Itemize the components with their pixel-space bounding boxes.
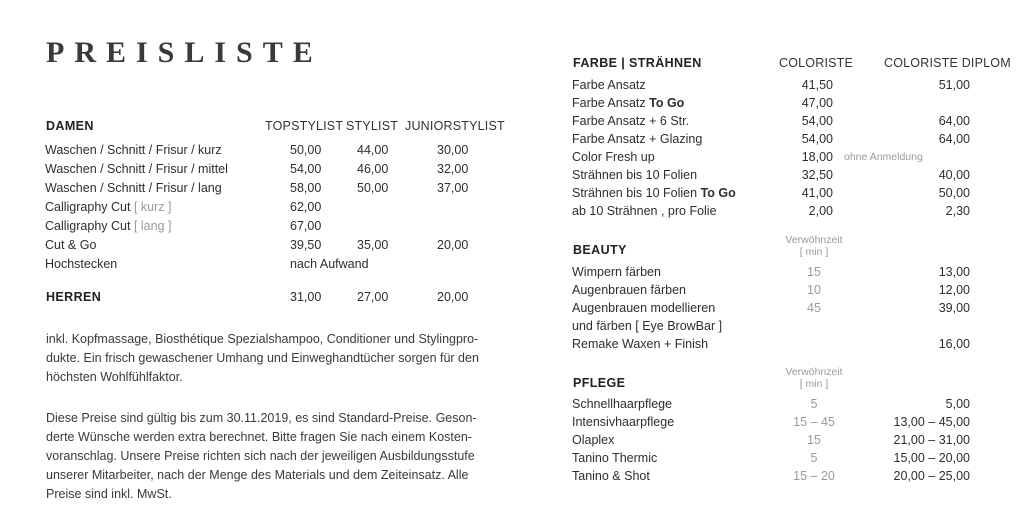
table-cell-price: nach Aufwand [290, 257, 369, 271]
table-row-label [572, 186, 736, 200]
section-header-herren: HERREN [46, 290, 102, 304]
table-cell-time: 15 [807, 433, 821, 447]
table-cell-time: 15 [807, 265, 821, 279]
row-label: Waschen / Schnitt / Frisur / kurz [45, 143, 222, 157]
col-header-coloriste-diplom: COLORISTE DIPLOM [884, 56, 1011, 70]
section-header-damen: DAMEN [46, 119, 94, 133]
table-row-label [572, 114, 689, 128]
row-label: Farbe Ansatz [572, 78, 646, 92]
table-cell-price: 50,00 [290, 143, 322, 157]
table-row-label: Schnellhaarpflege [572, 397, 673, 411]
table-cell-price: 67,00 [290, 219, 322, 233]
table-row-label: Augenbrauen modellieren [572, 301, 716, 315]
table-cell-price: 32,00 [437, 162, 469, 176]
row-label: Waschen / Schnitt / Frisur / mittel [45, 162, 228, 176]
row-label: Cut & Go [45, 238, 97, 252]
table-row-label: Tanino & Shot [572, 469, 650, 483]
table-cell-price-coloriste: 2,00 [808, 204, 833, 218]
table-cell-price: 46,00 [357, 162, 389, 176]
time-label: Verwöhnzeit [785, 234, 843, 246]
table-row-label [572, 132, 702, 146]
col-header-stylist: STYLIST [346, 119, 399, 133]
table-row-label: Olaplex [572, 433, 615, 447]
table-cell-price: 35,00 [357, 238, 389, 252]
table-cell-price: 50,00 [357, 181, 389, 195]
table-cell-time: 45 [807, 301, 821, 315]
row-label-emphasis: To Go [649, 96, 685, 110]
row-label-suffix: [ kurz ] [133, 200, 172, 214]
note-inclusions: inkl. Kopfmassage, Biosthétique Spezialshampoo, Conditioner und Stylingpro-dukte. Ein frisch gewaschener Umhang und Einweghandtücher sorgen für den höchsten Wohlfühlfaktor. [46, 332, 479, 384]
table-cell-time: 5 [810, 451, 818, 465]
table-cell-price: 21,00 – 31,00 [893, 433, 970, 447]
table-cell-price-diplom: 2,30 [945, 204, 970, 218]
table-cell-price: 37,00 [437, 181, 469, 195]
section-header-beauty: BEAUTY [573, 243, 627, 257]
table-row-label [45, 238, 96, 252]
row-label-emphasis: To Go [700, 186, 736, 200]
table-cell-price-diplom: 50,00 [938, 186, 970, 200]
table-cell-price: 30,00 [437, 143, 469, 157]
note-validity: Diese Preise sind gültig bis zum 30.11.2019, es sind Standard-Preise. Geson-derte Wünsche werden extra berechnet. Bitte fragen Sie nach einem Kosten-voranschlag. Unsere Preise richten sich nach der jeweiligen Ausbildungsstufe unserer Mitarbeiter, nach der Menge des Materials und dem Zeiteinsatz. Alle Preise sind inkl. MwSt. [46, 411, 477, 501]
page-title: PREISLISTE [46, 36, 323, 69]
row-label: Farbe Ansatz + Glazing [572, 132, 703, 146]
table-cell-price-coloriste: 32,50 [801, 168, 833, 182]
table-cell-price: 39,50 [290, 238, 322, 252]
row-note: ohne Anmeldung [844, 151, 923, 163]
table-cell-price-coloriste: 54,00 [801, 114, 833, 128]
table-cell-price-coloriste: 41,00 [801, 186, 833, 200]
row-label: Calligraphy Cut [45, 219, 131, 233]
table-row-label [45, 143, 222, 157]
table-cell-time: 5 [810, 397, 818, 411]
table-cell-price-diplom: 64,00 [938, 132, 970, 146]
row-label: Waschen / Schnitt / Frisur / lang [45, 181, 222, 195]
table-row-label [45, 219, 171, 233]
col-header-juniorstylist: JUNIORSTYLIST [405, 119, 505, 133]
table-row-label: und färben [ Eye BrowBar ] [572, 319, 723, 333]
col-header-topstylist: TOPSTYLIST [265, 119, 344, 133]
time-unit: [ min ] [799, 378, 829, 390]
time-label: Verwöhnzeit [785, 366, 843, 378]
table-cell-price-coloriste: 47,00 [801, 96, 833, 110]
table-row-label [45, 257, 117, 271]
section-header-pflege: PFLEGE [573, 376, 626, 390]
row-label-suffix: [ lang ] [133, 219, 172, 233]
table-row-label [45, 162, 228, 176]
herren-price-topstylist: 31,00 [290, 290, 322, 304]
table-row-label [45, 200, 171, 214]
row-label: Farbe Ansatz [572, 96, 646, 110]
table-row-label: Intensivhaarpflege [572, 415, 675, 429]
table-cell-time: 15 – 45 [793, 415, 835, 429]
table-cell-price: 15,00 – 20,00 [893, 451, 970, 465]
table-row-label: Tanino Thermic [572, 451, 658, 465]
table-row-label [572, 96, 684, 110]
table-cell-price: 58,00 [290, 181, 322, 195]
row-label: Hochstecken [45, 257, 118, 271]
row-label: ab 10 Strähnen , pro Folie [572, 204, 717, 218]
table-cell-price-diplom: 64,00 [938, 114, 970, 128]
table-row-label [45, 181, 222, 195]
table-cell-price: 13,00 – 45,00 [893, 415, 970, 429]
row-label: Farbe Ansatz + 6 Str. [572, 114, 690, 128]
table-row-label: Augenbrauen färben [572, 283, 686, 297]
pflege-time-header [778, 366, 850, 390]
col-header-coloriste: COLORISTE [779, 56, 854, 70]
table-row-label [572, 168, 697, 182]
row-label: Color Fresh up [572, 150, 655, 164]
table-cell-price-coloriste: 18,00 [801, 150, 833, 164]
table-cell-price: 44,00 [357, 143, 389, 157]
table-cell-price: 20,00 [437, 238, 469, 252]
table-row-label: Remake Waxen + Finish [572, 337, 709, 351]
table-cell-price-diplom: 51,00 [938, 78, 970, 92]
table-row-label [572, 150, 655, 164]
table-cell-price: 12,00 [938, 283, 970, 297]
table-cell-price: 20,00 – 25,00 [893, 469, 970, 483]
time-unit: [ min ] [799, 246, 829, 258]
table-cell-time: 15 – 20 [793, 469, 835, 483]
table-cell-price: 39,00 [938, 301, 970, 315]
table-cell-price: 16,00 [938, 337, 970, 351]
table-cell-price: 54,00 [290, 162, 322, 176]
table-cell-price-coloriste: 41,50 [801, 78, 833, 92]
table-cell-price-diplom: 40,00 [938, 168, 970, 182]
table-row-label [572, 204, 717, 218]
herren-price-stylist: 27,00 [357, 290, 389, 304]
table-cell-price-coloriste: 54,00 [801, 132, 833, 146]
row-label: Strähnen bis 10 Folien [572, 168, 698, 182]
row-label: Strähnen bis 10 Folien [572, 186, 698, 200]
table-cell-price: 13,00 [938, 265, 970, 279]
table-cell-time: 10 [807, 283, 821, 297]
table-cell-price: 62,00 [290, 200, 322, 214]
table-row-label: Wimpern färben [572, 265, 661, 279]
beauty-time-header [778, 234, 850, 258]
section-header-farbe: FARBE | STRÄHNEN [573, 56, 702, 70]
table-row-label [572, 78, 646, 92]
table-cell-price: 5,00 [945, 397, 970, 411]
row-label: Calligraphy Cut [45, 200, 131, 214]
herren-price-juniorstylist: 20,00 [437, 290, 469, 304]
